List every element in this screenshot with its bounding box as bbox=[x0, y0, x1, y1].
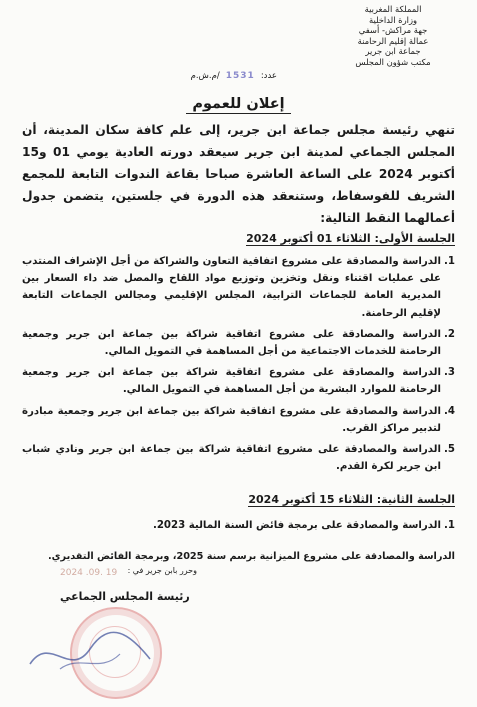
item-text: الدراسة والمصادقة على مشروع اتفاقية شراكة بين جماعة ابن جرير وجمعية الرحامنة للموارد البشرية من أجل المساهمة في التمويل المالي. bbox=[22, 367, 441, 396]
session2-agenda bbox=[22, 517, 455, 538]
agenda-item bbox=[22, 441, 455, 475]
session1-heading: الجلسة الأولى: الثلاثاء 01 أكتوبر 2024 bbox=[246, 232, 455, 245]
item-text: الدراسة والمصادقة على مشروع اتفاقية شراكة بين جماعة ابن جرير وجمعية مبادرة لتدبير مراكز القرب. bbox=[22, 405, 441, 434]
item-number: 5. bbox=[444, 444, 455, 456]
intro-paragraph: تنهي رئيسة مجلس جماعة ابن جرير، إلى علم كافة سكان المدينة، أن المجلس الجماعي لمدينة ابن جرير سيعقد دورته العادية يومي 01 و15 أكتوبر 2024 على الساعة العاشرة صباحا بقاعة الندوات التابعة للمجمع الشريف للفوسفاط، وستنعقد هذه الدورة في جلستين، يتضمن جدول أعمالهما النقط التالية: bbox=[22, 123, 455, 225]
item-text: الدراسة والمصادقة على برمجة فائض السنة المالية 2023. bbox=[152, 520, 441, 531]
office-line: مكتب شؤون المجلس bbox=[355, 56, 431, 67]
province-line: عمالة إقليم الرحامنة bbox=[357, 35, 429, 46]
agenda-item bbox=[22, 364, 455, 398]
commune-line: جماعة ابن جرير bbox=[365, 46, 421, 57]
closing-line: الدراسة والمصادقة على مشروع الميزانية برسم سنة 2025، وبرمجة الفائض التقديري. bbox=[47, 551, 455, 562]
reference-code: /م.ش.م bbox=[190, 71, 220, 81]
page-title: إعلان للعموم bbox=[0, 96, 477, 112]
item-text: الدراسة والمصادقة على مشروع اتفاقية شراكة بين جماعة ابن جرير ونادي شباب ابن جرير لكرة القدم. bbox=[22, 444, 441, 473]
letterhead bbox=[323, 4, 463, 68]
date-stamp: 2024 .09. 19 bbox=[60, 568, 118, 578]
item-text: الدراسة والمصادقة على مشروع اتفاقية شراكة بين جماعة ابن جرير وجمعية الرحامنة للخدمات الاجتماعية من أجل المساهمة في التمويل المالي. bbox=[22, 328, 441, 358]
place-date-line: وحرر بابن جرير في : bbox=[127, 566, 197, 575]
reference-stamp: 1531 bbox=[225, 71, 255, 81]
session2-heading: الجلسة الثانية: الثلاثاء 15 أكتوبر 2024 bbox=[248, 493, 455, 506]
reference-label: عدد: bbox=[260, 71, 277, 81]
reference-number bbox=[191, 71, 277, 81]
item-number: 1. bbox=[444, 256, 455, 267]
item-number: 3. bbox=[444, 367, 455, 379]
signature-scribble bbox=[20, 624, 160, 684]
agenda-item bbox=[22, 517, 455, 534]
agenda-item bbox=[22, 253, 455, 322]
region-line: جهة مراكش- أسفي bbox=[358, 25, 428, 36]
agenda-item bbox=[22, 326, 455, 360]
item-number: 1. bbox=[444, 520, 455, 531]
signatory-title: رئيسة المجلس الجماعي bbox=[60, 590, 190, 603]
session1-agenda bbox=[22, 253, 455, 479]
item-number: 2. bbox=[444, 328, 455, 340]
ministry-line: وزارة الداخلية bbox=[368, 14, 418, 25]
item-text: الدراسة والمصادقة على مشروع اتفاقية التعاون والشراكة من أجل الإشراف المنتدب على عمليات اقتناء ونقل وتخزين وتوزيع مواد اللقاح والمصل ضد داء السعار بين المديرية العامة للجماعات الترابية، المجلس الإقليمي ومجالس الجماعات التابعة لإقليم الرحامنة. bbox=[22, 256, 441, 319]
agenda-item bbox=[22, 403, 455, 437]
kingdom-line: المملكة المغربية bbox=[364, 4, 422, 14]
item-number: 4. bbox=[444, 405, 455, 417]
